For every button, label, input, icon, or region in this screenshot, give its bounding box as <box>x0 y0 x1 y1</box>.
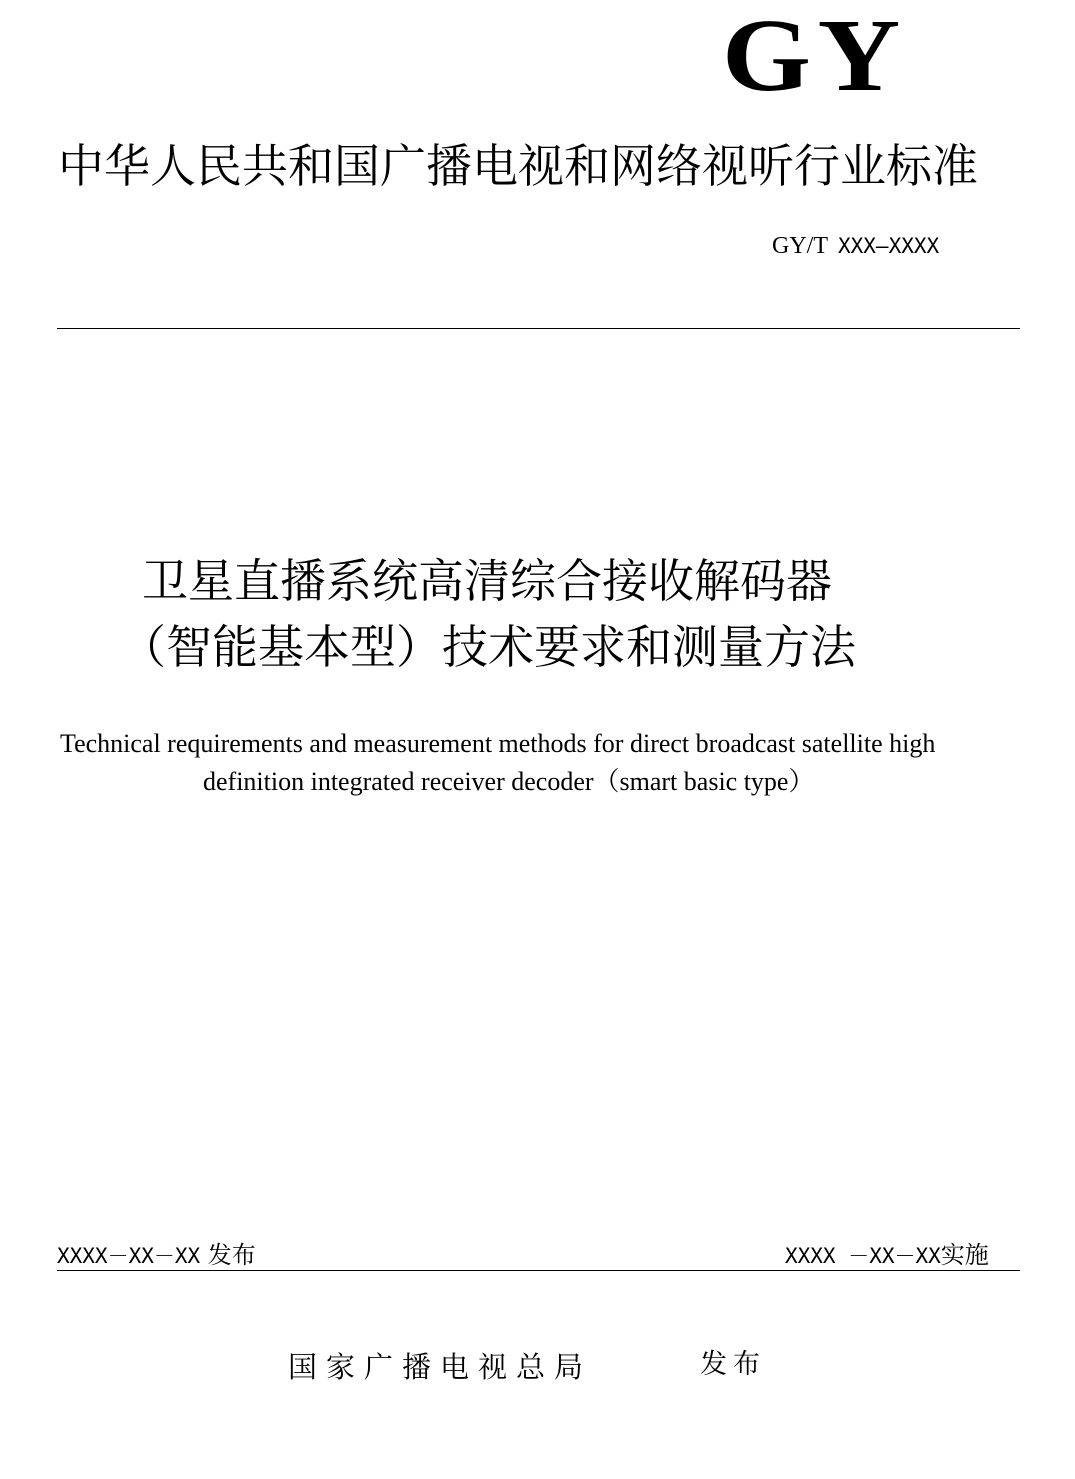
standard-number <box>772 228 939 263</box>
publisher-name: 国家广播电视总局 <box>288 1350 593 1384</box>
english-title-line-2: definition integrated receiver decoder（smart basic type） <box>203 767 815 796</box>
issue-date-label: 发布 <box>207 1241 256 1269</box>
header-divider <box>57 328 1020 329</box>
standard-number-prefix: GY/T <box>772 233 828 259</box>
english-title-line-1: Technical requirements and measurement methods for direct broadcast satellite high <box>60 729 936 758</box>
publish-label: 发布 <box>700 1349 766 1380</box>
gy-logo: GY <box>722 0 907 113</box>
chinese-title-line-1: 卫星直播系统高清综合接收解码器 <box>142 554 832 608</box>
industry-standard-title: 中华人民共和国广播电视和网络视听行业标准 <box>58 139 978 193</box>
standard-number-code: XXX—XXXX <box>838 234 940 258</box>
issue-date <box>57 1238 256 1273</box>
implementation-date-value: XXXX －XX－XX <box>785 1244 941 1268</box>
implementation-date <box>785 1238 989 1273</box>
chinese-title-line-2: （智能基本型）技术要求和测量方法 <box>120 620 856 674</box>
issue-date-value: XXXX－XX－XX <box>57 1244 201 1268</box>
implementation-date-label: 实施 <box>940 1241 989 1269</box>
dates-divider <box>57 1270 1020 1271</box>
